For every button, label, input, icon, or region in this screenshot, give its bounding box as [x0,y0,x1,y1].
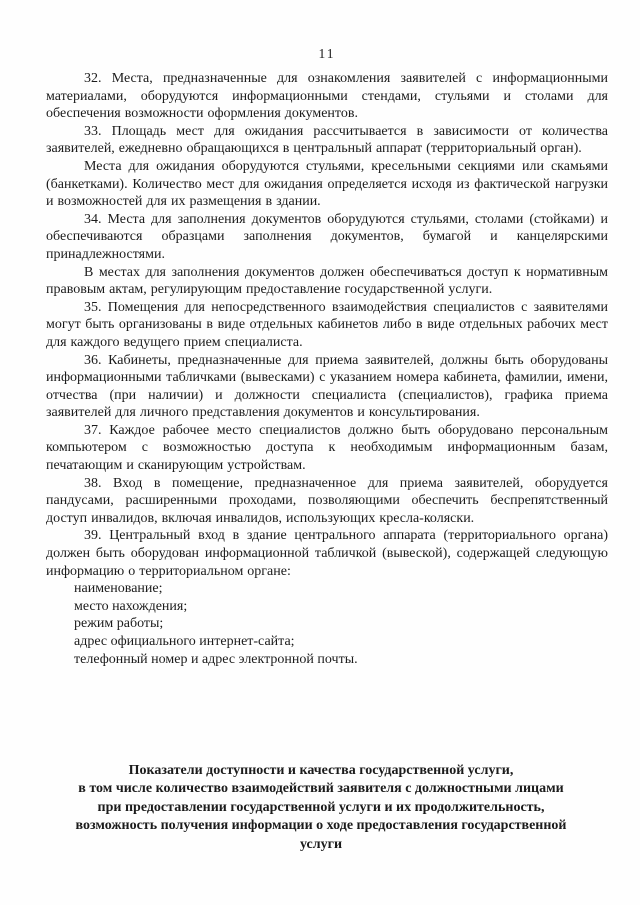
list-item: наименование; [74,581,163,597]
paragraph-33: 33. Площадь мест для ожидания рассчитывается в зависимости от количества заявителей, ежедневно обращающихся в центральный аппарат (территориальный орган). [46,123,608,157]
heading-line: в том числе количество взаимодействий заявителя с должностными лицами [78,781,564,797]
paragraph-32: 32. Места, предназначенные для ознакомления заявителей с информационными материалами, оборудуются информационными стендами, стульями и столами для обеспечения возможности оформления документов. [46,71,608,122]
section-heading [34,762,608,854]
document-body [46,70,608,668]
page-number: 11 [318,46,336,61]
list-item: режим работы; [74,616,164,632]
org-info-list [46,580,608,668]
paragraph-36: 36. Кабинеты, предназначенные для приема заявителей, должны быть оборудованы информационными табличками (вывесками) с указанием номера кабинета, фамилии, имени, отчества (при наличии) и должности специалиста (специалистов), графика приема заявителей для личного представления документов и консультирования. [46,352,608,421]
heading-line: Показатели доступности и качества государственной услуги, [128,763,514,778]
list-item: телефонный номер и адрес электронной почты. [74,651,358,667]
list-item: адрес официального интернет-сайта; [74,634,295,649]
heading-line: услуги [299,836,343,852]
list-item: место нахождения; [74,598,188,614]
paragraph-38: 38. Вход в помещение, предназначенное для приема заявителей, оборудуется пандусами, расширенными проходами, позволяющими обеспечить беспрепятственный доступ инвалидов, включая инвалидов, использующих кресла-коляски. [46,475,608,526]
paragraph-34: 34. Места для заполнения документов оборудуются стульями, столами (стойками) и обеспечиваются образцами заполнения документов, бумагой и канцелярскими принадлежностями. [46,211,608,262]
paragraph-35: 35. Помещения для непосредственного взаимодействия специалистов с заявителями могут быть организованы в виде отдельных кабинетов либо в виде отдельных рабочих мест для каждого ведущего прием специалиста. [46,299,608,350]
paragraph-34-cont: В местах для заполнения документов должен обеспечиваться доступ к нормативным правовым актам, регулирующим предоставление государственной услуги. [46,264,608,298]
heading-line: при предоставлении государственной услуги и их продолжительность, [97,799,545,815]
paragraph-37: 37. Каждое рабочее место специалистов должно быть оборудовано персональным компьютером с возможностью доступа к необходимым информационным базам, печатающим и сканирующим устройствам. [46,422,608,474]
heading-line: возможность получения информации о ходе предоставления государственной [75,818,567,834]
paragraph-33-cont: Места для ожидания оборудуются стульями, кресельными секциями или скамьями (банкетками). Количество мест для ожидания определяется исходя из фактической нагрузки и возможностей для их размещения в здании. [46,158,608,210]
paragraph-39: 39. Центральный вход в здание центрального аппарата (территориального органа) должен быть оборудован информационной табличкой (вывеской), содержащей следующую информацию о территориальном органе: [46,528,608,579]
